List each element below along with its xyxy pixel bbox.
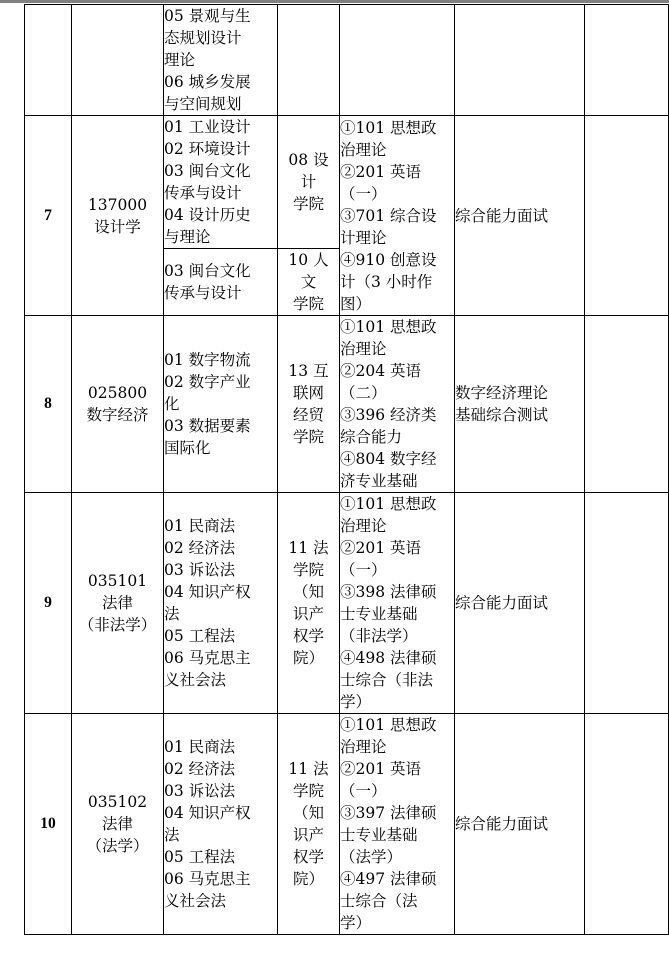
remarks-cell — [585, 5, 669, 116]
exam-subjects-cell: ①101 思想政 治理论 ②204 英语 （二） ③396 经济类 综合能力 ④804 数字经 济专业基础 — [340, 316, 455, 493]
remarks-cell — [585, 493, 669, 714]
table-row-7 — [25, 116, 669, 249]
retest-cell: 综合能力面试 — [455, 493, 585, 714]
direction-cell: 01 民商法 02 经济法 03 诉讼法 04 知识产权 法 05 工程法 06 马克思主 义社会法 — [164, 493, 278, 714]
department-cell: 13 互 联网 经贸 学院 — [278, 316, 340, 493]
major-cell: 035101 法律 （非法学） — [72, 493, 164, 714]
program-table — [24, 4, 669, 935]
table-row-continuation — [25, 5, 669, 116]
department-cell: 11 法 学院 （知 识产 权学 院） — [278, 714, 340, 935]
major-cell: 035102 法律 （法学） — [72, 714, 164, 935]
remarks-cell — [585, 116, 669, 316]
exam-subjects-cell: ①101 思想政 治理论 ②201 英语 （一） ③398 法律硕 士专业基础 （非法学） ④498 法律硕 士综合（非法 学） — [340, 493, 455, 714]
row-number-cell — [25, 5, 72, 116]
table-row-10 — [25, 714, 669, 935]
exam-subjects-cell: ①101 思想政 治理论 ②201 英语 （一） ③701 综合设 计理论 ④910 创意设 计（3 小时作 图） — [340, 116, 455, 316]
major-cell: 137000 设计学 — [72, 116, 164, 316]
department-cell — [278, 5, 340, 116]
direction-cell: 03 闽台文化 传承与设计 — [164, 249, 278, 316]
table-row-8 — [25, 316, 669, 493]
exam-subjects-cell — [340, 5, 455, 116]
retest-cell — [455, 5, 585, 116]
row-number-cell: 8 — [25, 316, 72, 493]
row-number-cell: 10 — [25, 714, 72, 935]
retest-cell: 综合能力面试 — [455, 714, 585, 935]
exam-subjects-cell: ①101 思想政 治理论 ②201 英语 （一） ③397 法律硕 士专业基础 （法学） ④497 法律硕 士综合（法 学） — [340, 714, 455, 935]
direction-cell: 05 景观与生 态规划设计 理论 06 城乡发展 与空间规划 — [164, 5, 278, 116]
row-number-cell: 9 — [25, 493, 72, 714]
remarks-cell — [585, 316, 669, 493]
remarks-cell — [585, 714, 669, 935]
direction-cell: 01 工业设计 02 环境设计 03 闽台文化 传承与设计 04 设计历史 与理论 — [164, 116, 278, 249]
department-cell: 08 设 计 学院 — [278, 116, 340, 249]
direction-cell: 01 民商法 02 经济法 03 诉讼法 04 知识产权 法 05 工程法 06 马克思主 义社会法 — [164, 714, 278, 935]
department-cell: 11 法 学院 （知 识产 权学 院） — [278, 493, 340, 714]
row-number-cell: 7 — [25, 116, 72, 316]
department-cell: 10 人 文 学院 — [278, 249, 340, 316]
major-cell — [72, 5, 164, 116]
top-edge-bar — [0, 0, 669, 3]
retest-cell: 数字经济理论 基础综合测试 — [455, 316, 585, 493]
direction-cell: 01 数字物流 02 数字产业 化 03 数据要素 国际化 — [164, 316, 278, 493]
table-row-9 — [25, 493, 669, 714]
retest-cell: 综合能力面试 — [455, 116, 585, 316]
major-cell: 025800 数字经济 — [72, 316, 164, 493]
